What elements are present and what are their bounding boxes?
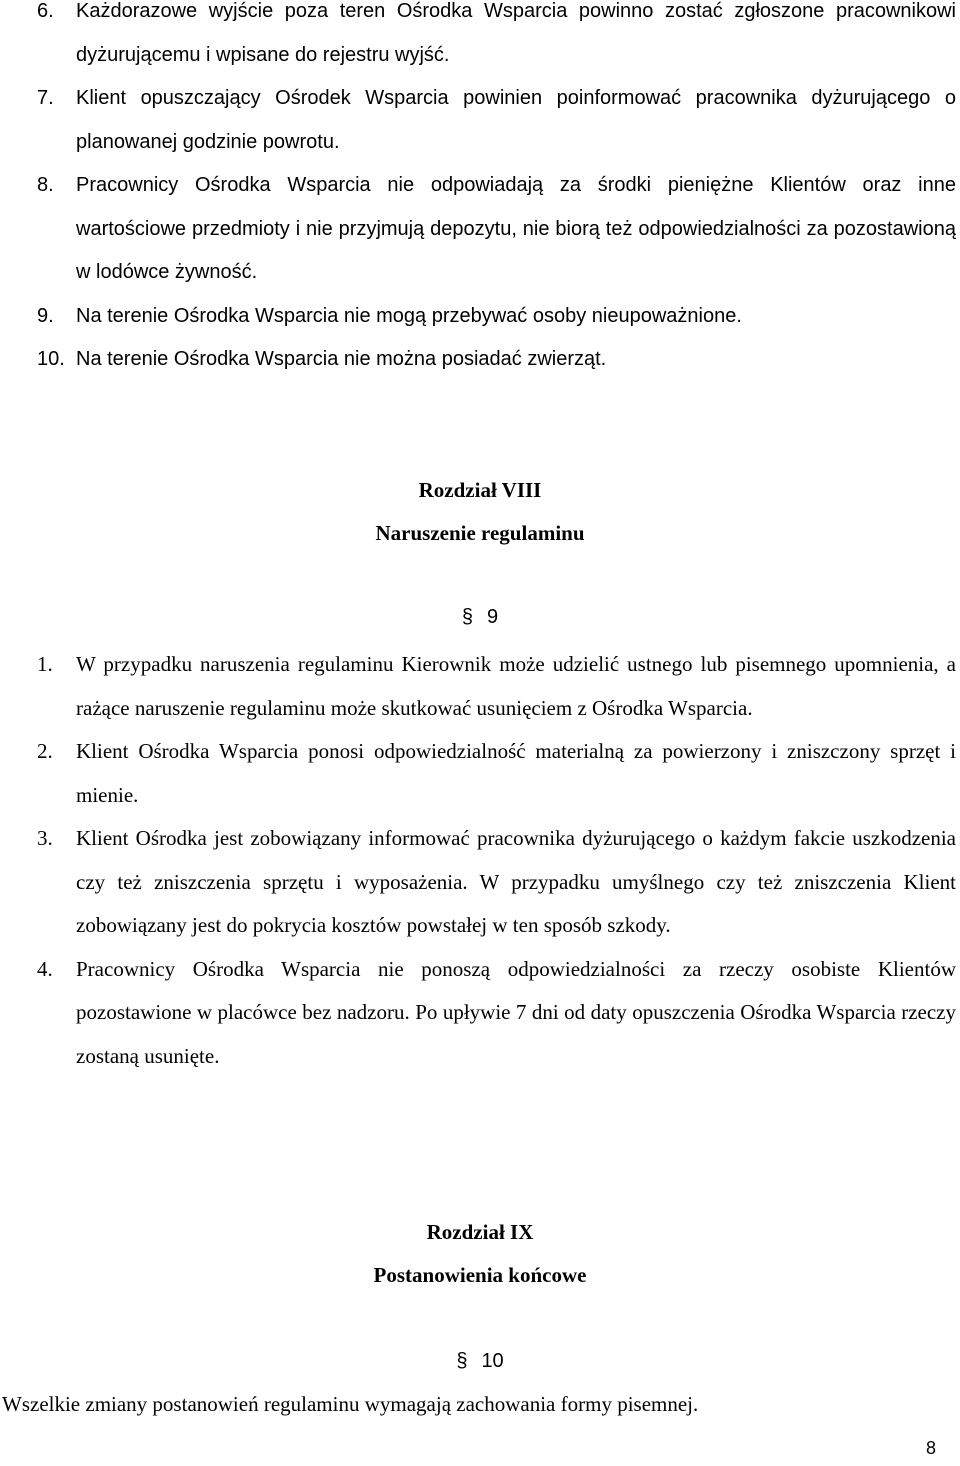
list-item [0,948,956,1079]
list-item-number: 4. [37,956,53,981]
list-item-number: 6. [37,0,54,22]
list-item-text: Pracownicy Ośrodka Wsparcia nie odpowiadają za środki pieniężne Klientów oraz inne wartościowe przedmioty i nie przyjmują depozytu, nie biorą też odpowiedzialności za pozostawioną w lodówce żywność. [76,174,956,283]
list-item [0,77,956,164]
list-item-number: 9. [37,304,54,327]
list-item-number: 10. [37,348,65,370]
list-item-number: 2. [37,739,53,763]
list-item-text: Klient Ośrodka Wsparcia ponosi odpowiedzialność materialną za powierzony i zniszczony sprzęt i mienie. [76,739,956,807]
list-item [0,295,956,339]
list-item-text: Klient Ośrodka jest zobowiązany informować pracownika dyżurującego o każdym fakcie uszkodzenia czy też zniszczenia sprzętu i wyposażenia. W przypadku umyślnego czy też zniszczenia Klient zobowiązany jest do pokrycia kosztów powstałej w ten sposób szkody. [76,826,956,937]
list-item [0,338,956,382]
list-item-text: Klient opuszczający Ośrodek Wsparcia powinien poinformować pracownika dyżurującego o planowanej godzinie powrotu. [76,87,956,153]
list-item-number: 7. [37,87,54,109]
page-number: 8 [925,1438,936,1458]
chapter-title: Naruszenie regulaminu [375,521,585,545]
list-item-number: 1. [37,652,53,676]
section-symbol: § [456,1350,468,1372]
rules-list-chapter-viii [0,643,960,1078]
list-item-number: 8. [37,174,54,196]
list-item [0,0,956,77]
chapter-heading: Rozdział IX [426,1220,534,1244]
section-marker [0,606,960,629]
list-item [0,164,956,295]
list-item-text: Na terenie Ośrodka Wsparcia nie mogą przebywać osoby nieupoważnione. [76,304,742,327]
closing-statement: Wszelkie zmiany postanowień regulaminu wymagają zachowania formy pisemnej. [2,1392,699,1416]
list-item [0,730,956,817]
chapter-title: Postanowienia końcowe [373,1263,587,1287]
list-item [0,817,956,948]
list-item-text: Na terenie Ośrodka Wsparcia nie można posiadać zwierząt. [76,348,607,370]
list-item-number: 3. [37,826,53,850]
section-symbol: § [461,606,473,628]
list-item [0,643,956,730]
section-number: 10 [481,1350,504,1372]
section-marker [0,1350,960,1373]
list-item-text: W przypadku naruszenia regulaminu Kierownik może udzielić ustnego lub pisemnego upomnienia, a rażące naruszenie regulaminu może skutkować usunięciem z Ośrodka Wsparcia. [76,652,956,720]
rules-list-top [0,0,960,382]
list-item-text: Pracownicy Ośrodka Wsparcia nie ponoszą odpowiedzialności za rzeczy osobiste Klientów pozostawione w placówce bez nadzoru. Po upływie 7 dni od daty opuszczenia Ośrodka Wsparcia rzeczy zostaną usunięte. [76,956,956,1068]
list-item-text: Każdorazowe wyjście poza teren Ośrodka Wsparcia powinno zostać zgłoszone pracownikowi dyżurującemu i wpisane do rejestru wyjść. [76,0,956,66]
chapter-heading: Rozdział VIII [418,478,542,502]
section-number: 9 [487,606,499,628]
